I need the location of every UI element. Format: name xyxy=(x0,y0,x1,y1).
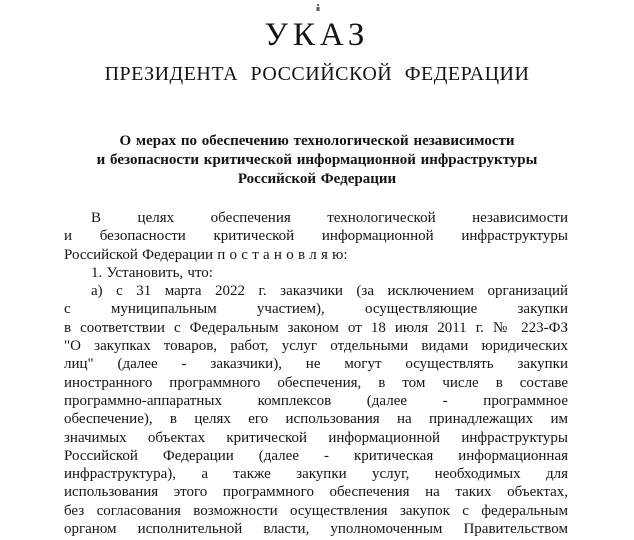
body-text-line: значимых объектах критической информационной инфраструктуры xyxy=(64,429,568,446)
body-text-line: органом исполнительной власти, уполномоченным Правительством xyxy=(64,521,568,538)
body-text-line: и безопасности критической информационной инфраструктуры xyxy=(64,228,568,245)
body-text-line: с муниципальным участием), осуществляющие закупки xyxy=(64,301,568,318)
decree-title-line: и безопасности критической информационной инфраструктуры xyxy=(96,152,538,168)
decree-word-heading: УКАЗ xyxy=(264,17,370,53)
body-text-line: Российской Федерации п о с т а н о в л я ю: xyxy=(64,246,348,263)
decree-title-line: О мерах по обеспечению технологической независимости xyxy=(119,133,515,149)
decree-title xyxy=(0,132,634,189)
body-text-line: программно-аппаратных комплексов (далее - программное xyxy=(64,392,568,409)
body-text-line: лиц" (далее - заказчики), не могут осуществлять закупки xyxy=(64,356,568,373)
body-text-line: иностранного программного обеспечения, в том числе в составе xyxy=(64,374,568,391)
coat-of-arms-fragment-icon xyxy=(313,0,323,9)
body-text-line: а) с 31 марта 2022 г. заказчики (за исключением организаций xyxy=(91,283,568,300)
body-text-line: обеспечение), в целях его использования на принадлежащих им xyxy=(64,411,568,428)
body-text-line: Российской Федерации (далее - критическая информационная xyxy=(64,447,568,464)
body-text-line: В целях обеспечения технологической независимости xyxy=(91,210,568,226)
body-text-line: использования этого программного обеспечения на таких объектах, xyxy=(64,484,568,501)
body-text-line: инфраструктура), а также закупки услуг, необходимых для xyxy=(64,466,568,483)
decree-body xyxy=(64,209,568,538)
body-text-line: без согласования возможности осуществления закупок с федеральным xyxy=(64,502,568,519)
body-text-line: "О закупках товаров, работ, услуг отдельными видами юридических xyxy=(64,338,568,355)
body-text-line: 1. Установить, что: xyxy=(91,264,213,281)
issuer-line: ПРЕЗИДЕНТА РОССИЙСКОЙ ФЕДЕРАЦИИ xyxy=(104,63,530,85)
body-text-line: в соответствии с Федеральным законом от 18 июля 2011 г. № 223-ФЗ xyxy=(64,319,568,336)
decree-title-line: Российской Федерации xyxy=(237,171,397,187)
